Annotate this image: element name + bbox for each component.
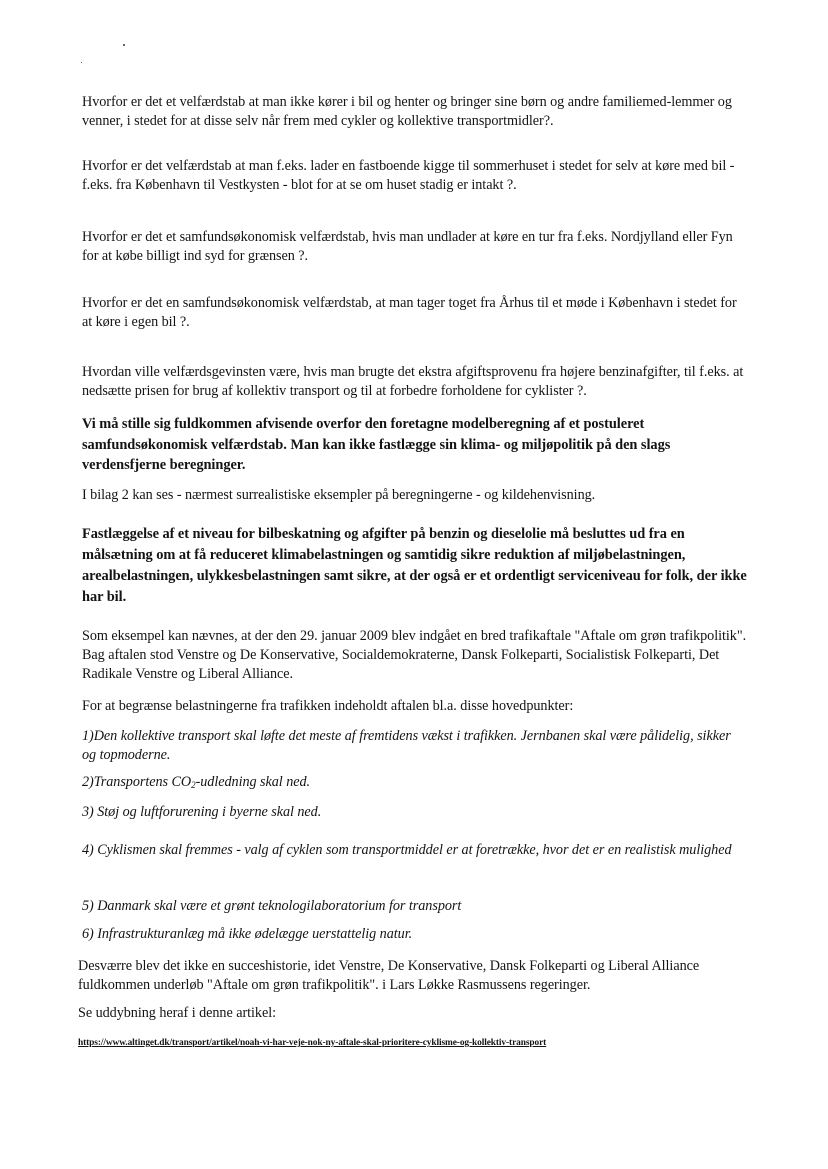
point-1: 1)Den kollektive transport skal løfte det meste af fremtidens vækst i trafikken. Jernbanen skal være pålidelig, sikker og topmoderne. bbox=[82, 728, 731, 763]
paragraph-bold-statement: Vi må stille sig fuldkommen afvisende overfor den foretagne modelberegning af et postuleret samfundsøkonomisk velfærdstab. Man kan ikke fastlægge sin klima- og miljøpolitik på den slags verdensfjerne beregninger. bbox=[82, 416, 671, 473]
paragraph-question-4: Hvorfor er det en samfundsøkonomisk velfærdstab, at man tager toget fra Århus til et møde i København i stedet for at køre i egen bil ?. bbox=[82, 295, 737, 330]
paragraph-unfortunately: Desværre blev det ikke en succeshistorie, idet Venstre, De Konservative, Dansk Folkeparti og Liberal Alliance fuldkommen underløb "Aftale om grøn trafikpolitik". i Lars Løkke Rasmussens regeringer. bbox=[78, 958, 700, 993]
paragraph-question-2: Hvorfor er det velfærdstab at man f.eks. lader en fastboende kigge til sommerhuset i stedet for selv at køre med bil - f.eks. fra København til Vestkysten - blot for at se om huset stadig er intakt ?. bbox=[82, 158, 735, 193]
point-2-text: 2)Transportens CO bbox=[82, 774, 192, 790]
paragraph-question-5: Hvordan ville velfærdsgevinsten være, hvis man brugte det ekstra afgiftsprovenu fra højere benzinafgifter, til f.eks. at nedsætte prisen for brug af kollektiv transport og til at forbedre forholdene for cyklister ?. bbox=[82, 364, 744, 399]
paragraph-appendix-note: I bilag 2 kan ses - nærmest surrealistiske eksempler på beregningerne - og kildehenvisning. bbox=[82, 487, 596, 503]
point-6: 6) Infrastrukturanlæg må ikke ødelægge uerstattelig natur. bbox=[82, 926, 413, 942]
scan-speck bbox=[81, 62, 82, 63]
point-5: 5) Danmark skal være et grønt teknologilaboratorium for transport bbox=[82, 898, 462, 914]
point-2 bbox=[82, 773, 747, 792]
paragraph-agreement-example: Som eksempel kan nævnes, at der den 29. januar 2009 blev indgået en bred trafikaftale "Aftale om grøn trafikpolitik". Bag aftalen stod Venstre og De Konservative, Socialdemokraterne, Dansk Folkeparti, Socialistisk Folkeparti, Det Radikale Venstre og Liberal Alliance. bbox=[82, 628, 747, 682]
article-link[interactable]: https://www.altinget.dk/transport/artikel/noah-vi-har-veje-nok-ny-aftale-skal-prioritere-cyklisme-og-kollektiv-transport bbox=[78, 1038, 547, 1048]
scan-speck bbox=[123, 44, 125, 46]
paragraph-main-points-intro: For at begrænse belastningerne fra trafikken indeholdt aftalen bl.a. disse hovedpunkter: bbox=[82, 698, 574, 714]
point-3: 3) Støj og luftforurening i byerne skal ned. bbox=[82, 804, 322, 820]
paragraph-question-3: Hvorfor er det et samfundsøkonomisk velfærdstab, hvis man undlader at køre en tur fra f.eks. Nordjylland eller Fyn for at købe billigt ind syd for grænsen ?. bbox=[82, 229, 733, 264]
paragraph-bold-taxation: Fastlæggelse af et niveau for bilbeskatning og afgifter på benzin og dieselolie må besluttes ud fra en målsætning om at få reduceret klimabelastningen og samtidig sikre reduktion af miljøbelastningen, arealbelastningen, ulykkesbelastningen samt sikre, at der også er et ordentligt serviceniveau for folk, der ikke har bil. bbox=[82, 526, 747, 605]
paragraph-see-article: Se uddybning heraf i denne artikel: bbox=[78, 1005, 276, 1021]
paragraph-question-1: Hvorfor er det et velfærdstab at man ikke kører i bil og henter og bringer sine børn og andre familiemed-lemmer og venner, i stedet for at disse selv når frem med cykler og kollektive transportmidler?. bbox=[82, 94, 732, 129]
point-4: 4) Cyklismen skal fremmes - valg af cyklen som transportmiddel er at foretrække, hvor det er en realistisk mulighed bbox=[82, 842, 732, 858]
point-2-subscript: 2 bbox=[191, 780, 196, 790]
point-2-text-end: -udledning skal ned. bbox=[195, 774, 311, 790]
